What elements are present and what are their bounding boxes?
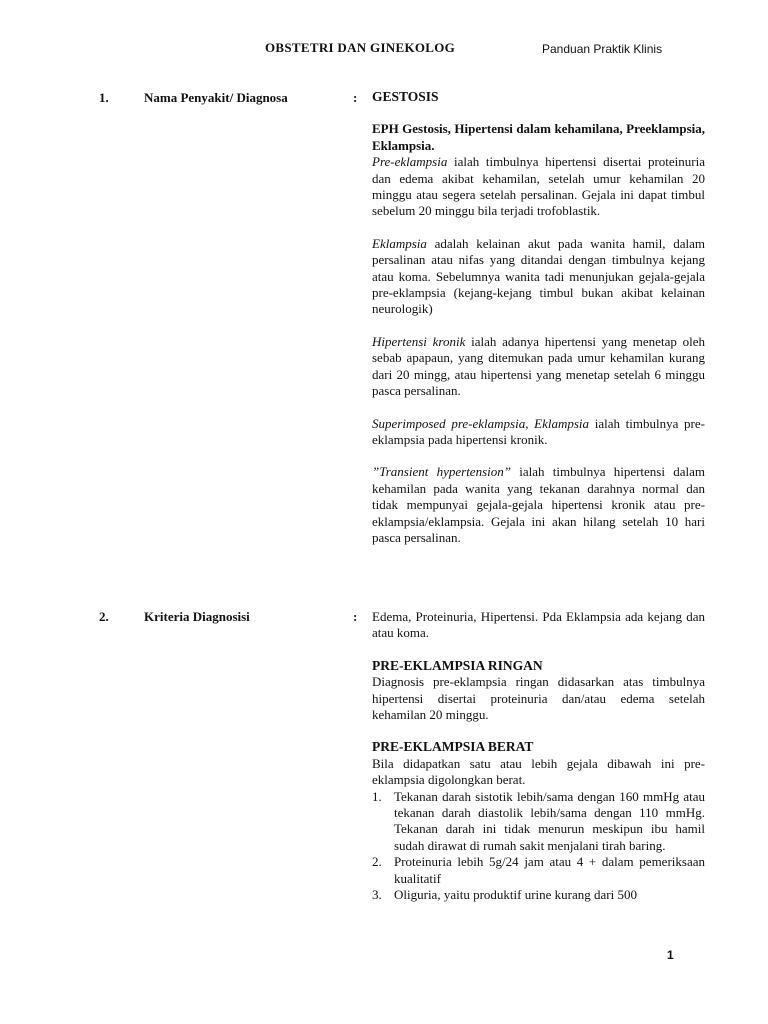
list-marker: 3. xyxy=(372,887,382,903)
list-marker: 2. xyxy=(372,854,382,870)
section-1-title: GESTOSIS xyxy=(372,89,439,104)
list-item-text: Oliguria, yaitu produktif urine kurang dari 500 xyxy=(394,887,637,903)
berat-text: Bila didapatkan satu atau lebih gejala dibawah ini pre-eklampsia digolongkan berat. xyxy=(372,755,705,788)
definition-text: ialah timbulnya hipertensi dalam kehamilan pada wanita yang tekanan darahnya normal dan tidak mempunyai gejala-gejala hipertensi kronik atau pre-eklampsia/eklampsia. Gejala ini akan hilang setelah 10 hari pasca persalinan. xyxy=(372,464,705,545)
page-number: 1 xyxy=(667,948,674,962)
definition-eklampsia xyxy=(372,236,705,318)
list-item-text: Proteinuria lebih 5g/24 jam atau 4 + dalam pemeriksaan kualitatif xyxy=(394,854,705,886)
section-2-label: Kriteria Diagnosisi xyxy=(144,609,250,624)
list-item xyxy=(372,887,705,903)
term: Eklampsia xyxy=(372,235,427,251)
criteria-intro: Edema, Proteinuria, Hipertensi. Pda Eklampsia ada kejang dan atau koma. xyxy=(372,609,705,641)
definition-pre-eklampsia xyxy=(372,154,705,220)
section-1-label: Nama Penyakit/ Diagnosa xyxy=(144,90,288,105)
section-1-colon: : xyxy=(353,90,358,105)
definition-text: adalah kelainan akut pada wanita hamil, dalam persalinan atau nifas yang ditandai dengan timbulnya kejang atau koma. Sebelumnya wanita tadi menunjukan gejala-gejala pre-eklampsia (kejang-kejang timbul bukan akibat kelainan neurologik) xyxy=(372,235,705,317)
page-header-right: Panduan Praktik Klinis xyxy=(542,42,663,56)
ringan-heading: PRE-EKLAMPSIA RINGAN xyxy=(372,657,543,673)
ringan-text: Diagnosis pre-eklampsia ringan didasarkan atas timbulnya hipertensi disertai proteinuria dan/atau edema setelah kehamilan 20 minggu. xyxy=(372,674,705,723)
term: Pre-eklampsia xyxy=(372,154,448,170)
section-2-number: 2. xyxy=(99,609,109,624)
section-1-number: 1. xyxy=(99,90,109,105)
berat-heading: PRE-EKLAMPSIA BERAT xyxy=(372,739,534,755)
section-2-content xyxy=(372,609,705,904)
term: Hipertensi kronik xyxy=(372,333,466,349)
definition-transient-hypertension xyxy=(372,464,705,546)
definition-hipertensi-kronik xyxy=(372,334,705,400)
page-header-title: OBSTETRI DAN GINEKOLOG xyxy=(265,40,456,55)
section-2-colon: : xyxy=(353,609,358,624)
definition-text: ialah adanya hipertensi yang menetap oleh sebab apapaun, yang ditemukan pada umur kehamilan kurang dari 20 mingg, atau hipertensi yang menetap setelah 6 minggu pasca persalinan. xyxy=(372,333,705,399)
list-item xyxy=(372,854,705,887)
term: Superimposed pre-eklampsia, Eklampsia xyxy=(372,415,590,431)
berat-criteria-list xyxy=(372,789,705,904)
section-1-content xyxy=(372,89,705,546)
definition-text: ialah timbulnya hipertensi disertai proteinuria dan edema akibat kehamilan, setelah umur kehamilan 20 minggu atau segera setelah persalinan. Gejala ini dapat timbul sebelum 20 minggu bila terjadi trofoblastik. xyxy=(372,154,705,219)
section-1-subtitle: EPH Gestosis, Hipertensi dalam kehamilana, Preeklampsia, Eklampsia. xyxy=(372,121,705,153)
term: ”Transient hypertension” xyxy=(372,464,511,480)
definition-text: ialah timbulnya pre-eklampsia pada hipertensi kronik. xyxy=(372,415,705,447)
list-marker: 1. xyxy=(372,788,382,804)
list-item-text: Tekanan darah sistotik lebih/sama dengan 160 mmHg atau tekanan darah diastolik lebih/sama dengan 110 mmHg. Tekanan darah ini tidak menurun meskipun ibu hamil sudah dirawat di rumah sakit menjalani tirah baring. xyxy=(394,788,705,853)
list-item xyxy=(372,789,705,855)
definition-superimposed xyxy=(372,416,705,449)
